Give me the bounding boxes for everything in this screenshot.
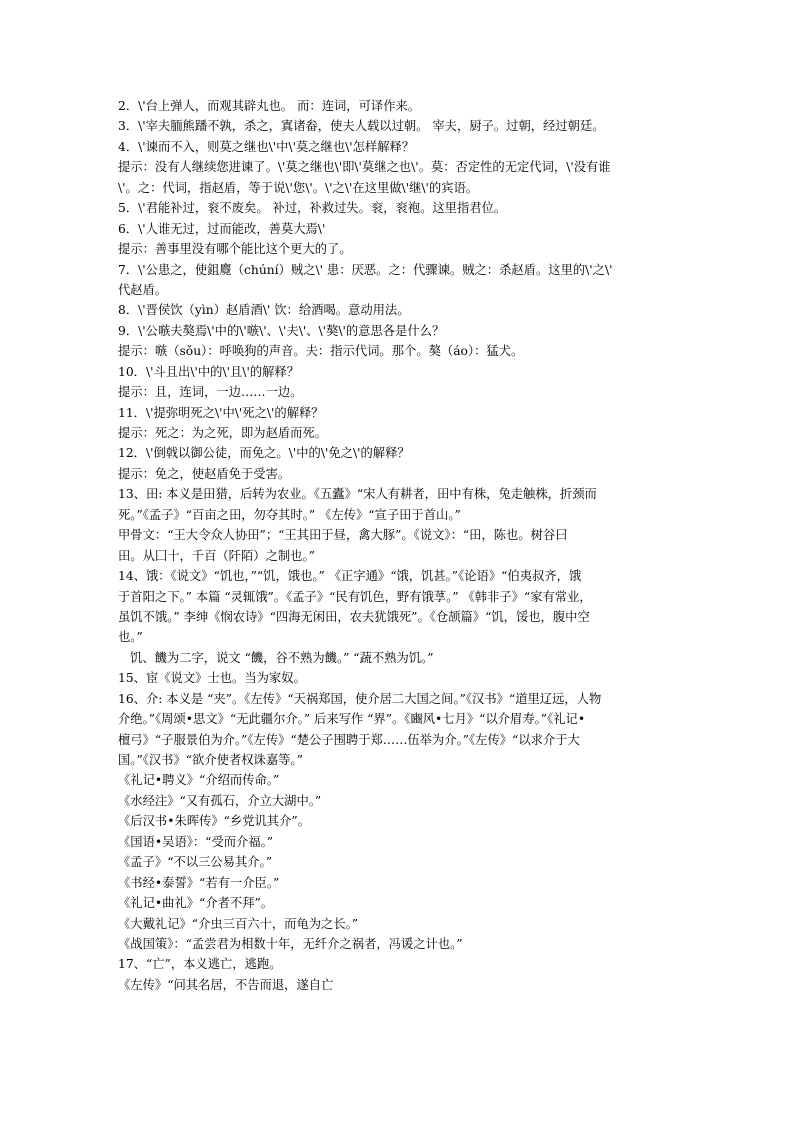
text-line: 饥、饑为二字，说文 “饑，谷不熟为饑。” “蔬不熟为饥。” — [130, 650, 434, 665]
document-page — [118, 96, 686, 995]
text-line: 8．\'晋侯饮（yìn）赵盾酒\' 饮：给酒喝。意动用法。 — [118, 303, 410, 318]
text-line: 7．\'公患之，使鉏麑（chúní）贼之\' 患：厌恶。之：代骤谏。贼之：杀赵盾。这里的\'之\' — [118, 262, 613, 277]
text-line: 12．\'倒戟以御公徒，而免之。\'中的\'免之\'的解释？ — [118, 446, 410, 461]
text-line: 提示：没有人继续您进谏了。\'莫之继也\'即\'莫继之也\'。莫：否定性的无定代词，\'没有谁 — [118, 160, 611, 175]
text-line: 11．\'提弥明死之\'中\'死之\'的解释？ — [118, 405, 324, 420]
text-line: 提示：嗾（sǒu）：呼唤狗的声音。夫：指示代词。那个。獒（áo）：猛犬。 — [118, 344, 524, 359]
text-line: 《水经注》“又有孤石，介立大湖中。” — [118, 793, 322, 808]
text-line: 3．\'宰夫胹熊蹯不孰，杀之，寘诸畚，使夫人载以过朝。 宰夫，厨子。过朝，经过朝廷。 — [118, 119, 605, 134]
text-line: 《孟子》“不以三公易其介。” — [118, 855, 272, 870]
text-line: 于首阳之下。” 本篇 “灵辄饿”。《孟子》“民有饥色，野有饿莩。” 《韩非子》“家有常业， — [118, 589, 592, 604]
text-line: 《书经•泰誓》“若有一介臣。” — [118, 875, 280, 890]
text-line: 也。” — [118, 630, 143, 645]
text-line: 提示：免之，使赵盾免于受害。 — [118, 466, 291, 481]
text-line: 14、饿：《说文》“饥也，”“饥，饿也。” 《正字通》“饿，饥甚。”《论语》“伯夷叔齐，饿 — [118, 569, 582, 584]
text-line: 16、介: 本义是 “夹”。《左传》“天祸郑国，使介居二大国之间。”《汉书》“道里辽远，人物 — [118, 691, 602, 706]
text-line: 2．\'台上弹人，而观其辟丸也。 而：连词，可译作来。 — [118, 99, 421, 113]
text-line: 国。”《汉书》“欲介使者权诛嘉等。” — [118, 753, 303, 767]
text-line: \'。之：代词，指赵盾，等于说\'您\'。\'之\'在这里做\'继\'的宾语。 — [118, 180, 479, 195]
text-line: 甲骨文：“王大令众人协田”；“王其田于昼，禽大豚”。《说文》：“田，陈也。树谷曰 — [118, 528, 568, 543]
text-line: 17、“亡”，本义逃亡，逃跑。 — [118, 957, 282, 972]
text-line: 13、田: 本义是田猎，后转为农业。《五蠹》“宋人有耕者，田中有株，兔走触株，折颈而 — [118, 487, 597, 502]
text-line: 9．\'公嗾夫獒焉\'中的\'嗾\'、\'夫\'、\'獒\'的意思各是什么？ — [118, 323, 445, 338]
text-line: 5．\'君能补过，衮不废矣。 补过，补救过失。衮，衮袍。这里指君位。 — [118, 201, 507, 216]
text-line: 《后汉书•朱晖传》“乡党讥其介”。 — [118, 814, 310, 829]
text-line: 《大戴礼记》“介虫三百六十，而龟为之长。” — [118, 916, 359, 931]
text-line: 《礼记•聘义》“介绍而传命。” — [118, 773, 280, 788]
text-line: 10．\'斗且出\'中的\'且\'的解释？ — [118, 364, 300, 379]
text-line: 《礼记•曲礼》“介者不拜”。 — [118, 896, 274, 911]
text-line: 檀弓》“子服景伯为介。”《左传》“楚公子围聘于郑……伍举为介。”《左传》“以求介于大 — [118, 732, 580, 747]
text-line: 6．\'人谁无过，过而能改，善莫大焉\' — [118, 221, 326, 236]
text-line: 提示：且，连词，一边……一边。 — [118, 385, 303, 400]
text-line: 田。从囗十，千百（阡陌）之制也。” — [118, 548, 315, 563]
text-line: 虽饥不饿。” 李绅《悯农诗》“四海无闲田，农夫犹饿死”。《仓颉篇》“饥，馁也，腹中空 — [118, 609, 590, 624]
text-line: 介绝。”《周颂•思文》“无此疆尔介。” 后来写作 “界”。《豳风•七月》“以介眉寿。”《礼记• — [118, 712, 586, 727]
text-line: 死。”《孟子》“百亩之田，勿夺其时。” 《左传》“宣子田于首山。” — [118, 507, 461, 522]
text-line: 4．\'谏而不入，则莫之继也\'中\'莫之继也\'怎样解释？ — [118, 139, 415, 154]
text-line: 提示：善事里没有哪个能比这个更大的了。 — [118, 242, 352, 257]
text-line: 《国语•吴语》：“受而介福。” — [118, 834, 274, 849]
text-line: 《左传》“问其名居，不告而退，遂自亡 — [118, 977, 334, 992]
text-line: 提示：死之：为之死，即为赵盾而死。 — [118, 426, 328, 440]
text-line: 《战国策》：“孟尝君为相数十年，无纤介之祸者，冯谖之计也。” — [118, 936, 463, 951]
text-line: 代赵盾。 — [118, 282, 168, 297]
text-line: 15、宦《说文》士也。当为家奴。 — [118, 671, 306, 686]
